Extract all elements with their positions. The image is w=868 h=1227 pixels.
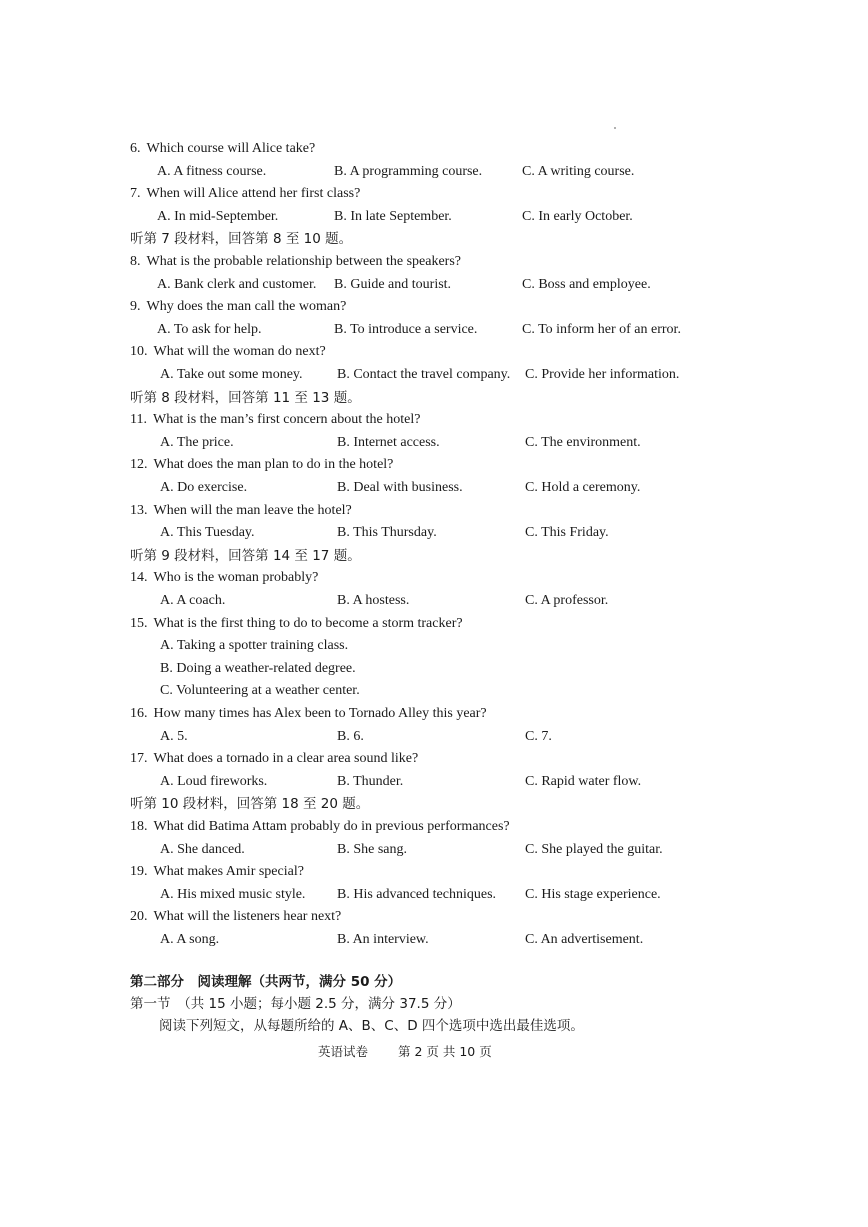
- answer-option: A. A coach.: [160, 593, 226, 608]
- question-text: What does a tornado in a clear area sound like?: [153, 751, 419, 767]
- question-text: What does the man plan to do in the hotel?: [153, 457, 394, 473]
- answer-option: B. 6.: [337, 728, 364, 744]
- section-instruction: 听第 10 段材料，回答第 18 至 20 题。: [130, 796, 370, 813]
- question-8: [130, 253, 461, 271]
- question-18: [130, 818, 510, 836]
- question-text: What is the man’s first concern about the hotel?: [152, 412, 421, 428]
- answer-option: B. A programming course.: [334, 163, 483, 179]
- question-text: What makes Amir special?: [153, 864, 304, 880]
- question-number: 9.: [130, 299, 141, 315]
- question-number: 7.: [130, 186, 141, 202]
- question-11: [130, 411, 420, 429]
- answer-option: A. A song.: [160, 932, 220, 947]
- answer-option: C. 7.: [525, 728, 552, 744]
- question-text: Why does the man call the woman?: [146, 299, 347, 315]
- answer-option: C. Rapid water flow.: [525, 773, 642, 789]
- question-text: What is the probable relationship between the speakers?: [146, 254, 461, 269]
- question-number: 15.: [130, 615, 148, 631]
- answer-option: B. Deal with business.: [337, 480, 463, 495]
- answer-option: C. Provide her information.: [525, 367, 680, 382]
- answer-option: B. Doing a weather-related degree.: [160, 660, 356, 676]
- answer-option: A. This Tuesday.: [160, 525, 255, 541]
- answer-option: B. She sang.: [337, 841, 407, 857]
- question-17: [130, 750, 418, 768]
- question-14: [130, 569, 318, 587]
- scan-speck: [614, 127, 616, 129]
- answer-option: B. A hostess.: [337, 593, 410, 608]
- answer-option: A. A fitness course.: [157, 163, 267, 179]
- part2-heading: 第二部分 阅读理解（共两节，满分 50 分）: [130, 974, 402, 990]
- answer-option: B. Guide and tourist.: [334, 276, 452, 292]
- answer-option: B. This Thursday.: [337, 525, 437, 541]
- answer-option: B. To introduce a service.: [334, 321, 478, 337]
- footer-subject: 英语试卷: [318, 1044, 369, 1059]
- answer-option: C. Hold a ceremony.: [525, 480, 641, 495]
- question-number: 17.: [130, 751, 148, 767]
- question-number: 11.: [130, 412, 147, 428]
- question-number: 10.: [130, 344, 148, 360]
- answer-option: C. She played the guitar.: [525, 841, 663, 857]
- question-text: What is the first thing to do to become a storm tracker?: [153, 615, 463, 631]
- question-number: 18.: [130, 819, 148, 834]
- answer-option: A. To ask for help.: [157, 321, 262, 337]
- answer-option: B. Thunder.: [337, 773, 404, 789]
- question-number: 20.: [130, 909, 148, 925]
- answer-option: A. She danced.: [160, 841, 245, 857]
- question-text: What will the listeners hear next?: [153, 909, 342, 925]
- question-20: [130, 908, 341, 926]
- answer-option: C. In early October.: [522, 208, 633, 224]
- answer-option: A. In mid-September.: [157, 208, 279, 224]
- question-13: [130, 502, 352, 520]
- answer-option: A. Bank clerk and customer.: [157, 276, 317, 292]
- answer-option: A. Take out some money.: [160, 367, 303, 382]
- answer-option: C. His stage experience.: [525, 886, 661, 902]
- answer-option: B. His advanced techniques.: [337, 886, 497, 902]
- question-number: 8.: [130, 254, 141, 269]
- answer-option: C. A writing course.: [522, 163, 635, 179]
- question-text: Who is the woman probably?: [153, 570, 319, 586]
- answer-option: B. Internet access.: [337, 434, 440, 450]
- footer-page-number: 第 2 页 共 10 页: [398, 1044, 492, 1059]
- answer-option: C. This Friday.: [525, 525, 609, 541]
- question-number: 14.: [130, 570, 148, 586]
- answer-option: A. Loud fireworks.: [160, 773, 268, 789]
- question-text: How many times has Alex been to Tornado Alley this year?: [153, 706, 487, 721]
- answer-option: C. Boss and employee.: [522, 276, 651, 292]
- question-number: 13.: [130, 502, 148, 518]
- question-number: 16.: [130, 706, 148, 721]
- answer-option: B. An interview.: [337, 932, 429, 947]
- part2-subheading: 第一节 （共 15 小题；每小题 2.5 分，满分 37.5 分）: [130, 996, 461, 1012]
- question-19: [130, 863, 304, 881]
- part2-instruction: 阅读下列短文，从每题所给的 A、B、C、D 四个选项中选出最佳选项。: [159, 1018, 584, 1034]
- answer-option: A. Taking a spotter training class.: [160, 638, 349, 654]
- answer-option: A. Do exercise.: [160, 480, 248, 495]
- answer-option: A. His mixed music style.: [160, 886, 306, 902]
- question-6: [130, 140, 315, 158]
- question-12: [130, 456, 393, 474]
- answer-option: C. The environment.: [525, 434, 641, 450]
- answer-option: C. A professor.: [525, 593, 609, 608]
- section-instruction: 听第 7 段材料，回答第 8 至 10 题。: [130, 231, 353, 248]
- answer-option: B. Contact the travel company.: [337, 367, 511, 382]
- question-number: 12.: [130, 457, 148, 473]
- question-15: [130, 615, 463, 633]
- answer-option: A. 5.: [160, 728, 188, 744]
- question-number: 19.: [130, 864, 148, 880]
- question-7: [130, 185, 360, 203]
- section-instruction: 听第 9 段材料，回答第 14 至 17 题。: [130, 547, 361, 564]
- question-text: Which course will Alice take?: [146, 141, 316, 156]
- answer-option: C. To inform her of an error.: [522, 321, 681, 337]
- question-number: 6.: [130, 141, 141, 156]
- section-instruction: 听第 8 段材料，回答第 11 至 13 题。: [130, 389, 361, 406]
- answer-option: A. The price.: [160, 434, 234, 450]
- question-text: When will Alice attend her first class?: [146, 186, 361, 202]
- answer-option: C. Volunteering at a weather center.: [160, 683, 360, 699]
- question-10: [130, 343, 326, 361]
- question-text: What did Batima Attam probably do in previous performances?: [153, 819, 510, 834]
- question-text: What will the woman do next?: [153, 344, 326, 360]
- question-text: When will the man leave the hotel?: [153, 502, 352, 518]
- answer-option: B. In late September.: [334, 208, 452, 224]
- answer-option: C. An advertisement.: [525, 932, 644, 947]
- question-9: [130, 298, 346, 316]
- question-16: [130, 705, 487, 723]
